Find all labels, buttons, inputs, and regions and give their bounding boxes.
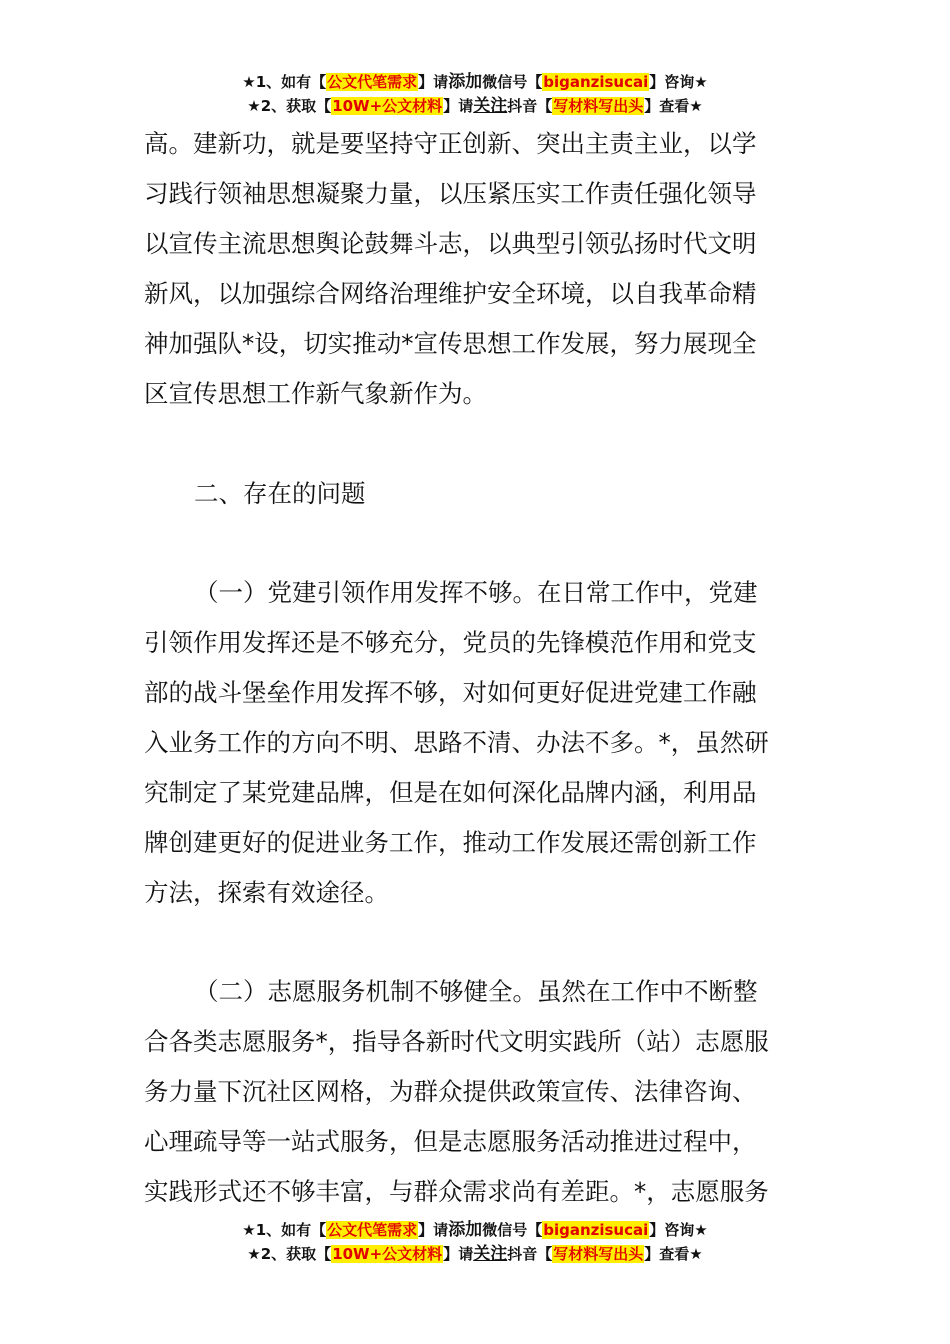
text-line: 方法，探索有效途径。 [144, 878, 389, 907]
banner-text: ★2、获取【 [247, 1245, 332, 1263]
banner-text: 】请 [443, 1245, 474, 1263]
banner-text: 】查看★ [644, 97, 703, 115]
banner-highlight: 10W+公文材料 [332, 97, 443, 115]
text-line: 高。建新功，就是要坚持守正创新、突出主责主业，以学 [144, 129, 757, 158]
footer-banner [0, 1218, 950, 1266]
banner-line-1 [0, 1218, 950, 1242]
banner-line-2 [0, 1242, 950, 1266]
text-line: 务力量下沉社区网格，为群众提供政策宣传、法律咨询、 [144, 1077, 757, 1106]
text-line: 牌创建更好的促进业务工作，推动工作发展还需创新工作 [144, 828, 757, 857]
text-line: 究制定了某党建品牌，但是在如何深化品牌内涵，利用品 [144, 778, 757, 807]
banner-wechat-id: biganzisucai [543, 73, 649, 91]
banner-text: 抖音【 [507, 97, 553, 115]
text-line: 新风，以加强综合网络治理维护安全环境，以自我革命精 [144, 279, 757, 308]
banner-line-2 [0, 94, 950, 118]
header-banner [0, 70, 950, 118]
paragraph-2 [144, 568, 808, 918]
banner-text: 】请 [443, 97, 474, 115]
banner-text: 】咨询★ [649, 73, 708, 91]
banner-text: ★1、如有【 [242, 1221, 327, 1239]
paragraph-1 [144, 119, 808, 419]
banner-text: 微信号【 [482, 1221, 543, 1239]
text-line: 心理疏导等一站式服务，但是志愿服务活动推进过程中， [144, 1127, 757, 1156]
text-line: 入业务工作的方向不明、思路不清、办法不多。*，虽然研 [144, 728, 769, 757]
text-line: 习践行领袖思想凝聚力量，以压紧压实工作责任强化领导 [144, 179, 757, 208]
text-line: 部的战斗堡垒作用发挥不够，对如何更好促进党建工作融 [144, 678, 757, 707]
banner-highlight: 公文代笔需求 [327, 1221, 418, 1239]
banner-text: 】请 [418, 73, 449, 91]
section-heading [144, 469, 808, 519]
banner-douyin-name: 写材料写出头 [553, 1245, 644, 1263]
banner-line-1 [0, 70, 950, 94]
banner-text: 】咨询★ [649, 1221, 708, 1239]
banner-text: 】查看★ [644, 1245, 703, 1263]
banner-text: 】请 [418, 1221, 449, 1239]
banner-text: 抖音【 [507, 1245, 553, 1263]
banner-wechat-id: biganzisucai [543, 1221, 649, 1239]
banner-emphasis: 添加 [448, 1220, 483, 1240]
banner-emphasis: 添加 [448, 72, 483, 92]
banner-highlight: 公文代笔需求 [327, 73, 418, 91]
banner-text: ★2、获取【 [247, 97, 332, 115]
heading-text: 二、存在的问题 [194, 479, 366, 508]
text-line: （一）党建引领作用发挥不够。在日常工作中，党建 [194, 578, 758, 607]
text-line: 以宣传主流思想舆论鼓舞斗志，以典型引领弘扬时代文明 [144, 229, 757, 258]
text-line: （二）志愿服务机制不够健全。虽然在工作中不断整 [194, 977, 758, 1006]
banner-text: ★1、如有【 [242, 73, 327, 91]
text-line: 引领作用发挥还是不够充分，党员的先锋模范作用和党支 [144, 628, 757, 657]
banner-douyin-name: 写材料写出头 [553, 97, 644, 115]
text-line: 实践形式还不够丰富，与群众需求尚有差距。*，志愿服务 [144, 1177, 769, 1206]
text-line: 神加强队*设，切实推动*宣传思想工作发展，努力展现全 [144, 329, 757, 358]
banner-highlight: 10W+公文材料 [332, 1245, 443, 1263]
text-line: 合各类志愿服务*，指导各新时代文明实践所（站）志愿服 [144, 1027, 769, 1056]
banner-emphasis: 关注 [473, 96, 508, 116]
banner-text: 微信号【 [482, 73, 543, 91]
paragraph-3 [144, 967, 808, 1217]
banner-emphasis: 关注 [473, 1244, 508, 1264]
text-line: 区宣传思想工作新气象新作为。 [144, 379, 487, 408]
